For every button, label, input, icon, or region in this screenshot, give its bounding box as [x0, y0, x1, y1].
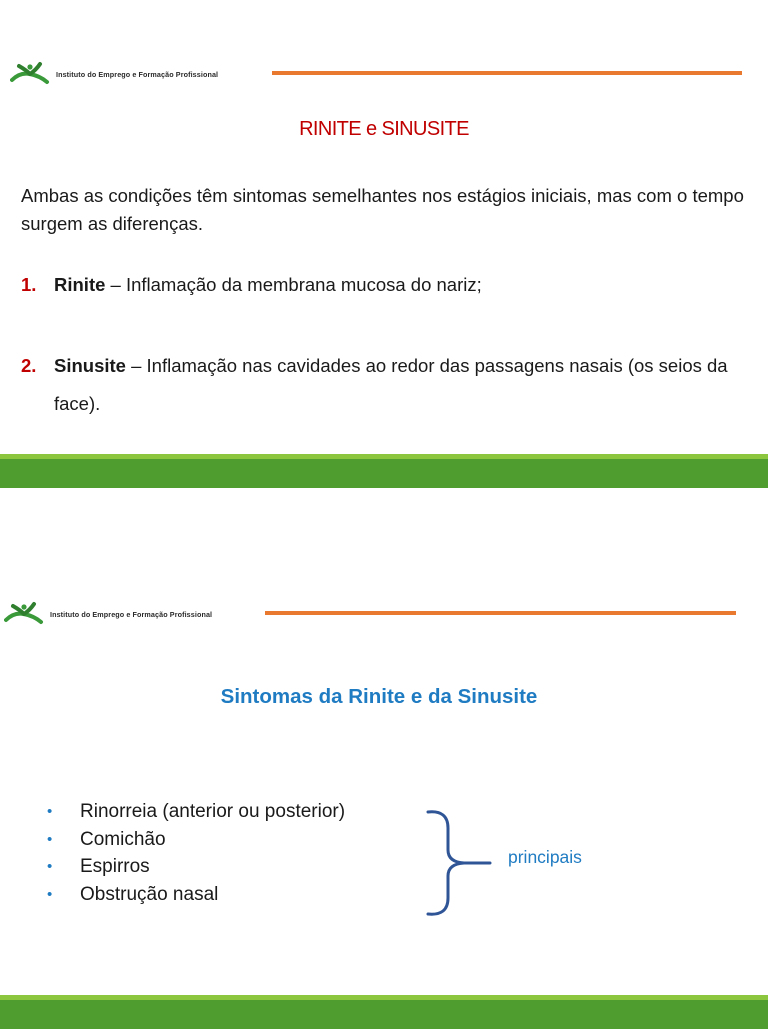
- list-item-rinite: [21, 266, 751, 304]
- brace-label: principais: [508, 847, 582, 867]
- slide-title: Sintomas da Rinite e da Sinusite: [220, 685, 538, 708]
- logo-text: Instituto do Emprego e Formação Profissional: [56, 69, 219, 79]
- list-item: • Comichão: [47, 826, 345, 854]
- iefp-logo: [4, 600, 212, 628]
- iefp-logo-icon: [10, 60, 50, 88]
- orange-rule: [272, 71, 742, 75]
- term-rinite: Rinite: [54, 274, 106, 295]
- footer-band: [0, 454, 768, 488]
- list-item-sinusite: [21, 347, 751, 423]
- iefp-logo-icon: [4, 600, 44, 628]
- bullet-icon: •: [47, 858, 53, 875]
- list-number: 1.: [21, 274, 37, 295]
- desc-sinusite: – Inflamação nas cavidades ao redor das passagens nasais (os seios da face).: [54, 355, 728, 414]
- logo-text: Instituto do Emprego e Formação Profissional: [50, 609, 213, 619]
- slide-1: [0, 0, 768, 488]
- term-sinusite: Sinusite: [54, 355, 126, 376]
- iefp-logo: [10, 60, 218, 88]
- desc-rinite: – Inflamação da membrana mucosa do nariz;: [105, 274, 482, 295]
- list-item: • Espirros: [47, 853, 345, 881]
- list-item: • Obstrução nasal: [47, 881, 345, 909]
- orange-rule: [265, 611, 736, 615]
- symptom-list: [47, 798, 345, 908]
- curly-brace-icon: [424, 808, 494, 918]
- list-item: • Rinorreia (anterior ou posterior): [47, 798, 345, 826]
- slide-2: [0, 540, 768, 1024]
- intro-paragraph: Ambas as condições têm sintomas semelhantes nos estágios iniciais, mas com o tempo surgem as diferenças.: [21, 185, 744, 234]
- bullet-icon: •: [47, 830, 53, 848]
- slide-title: RINITE e SINUSITE: [299, 118, 469, 140]
- bullet-icon: •: [47, 803, 53, 820]
- bullet-icon: •: [47, 885, 53, 903]
- list-number: 2.: [21, 355, 37, 376]
